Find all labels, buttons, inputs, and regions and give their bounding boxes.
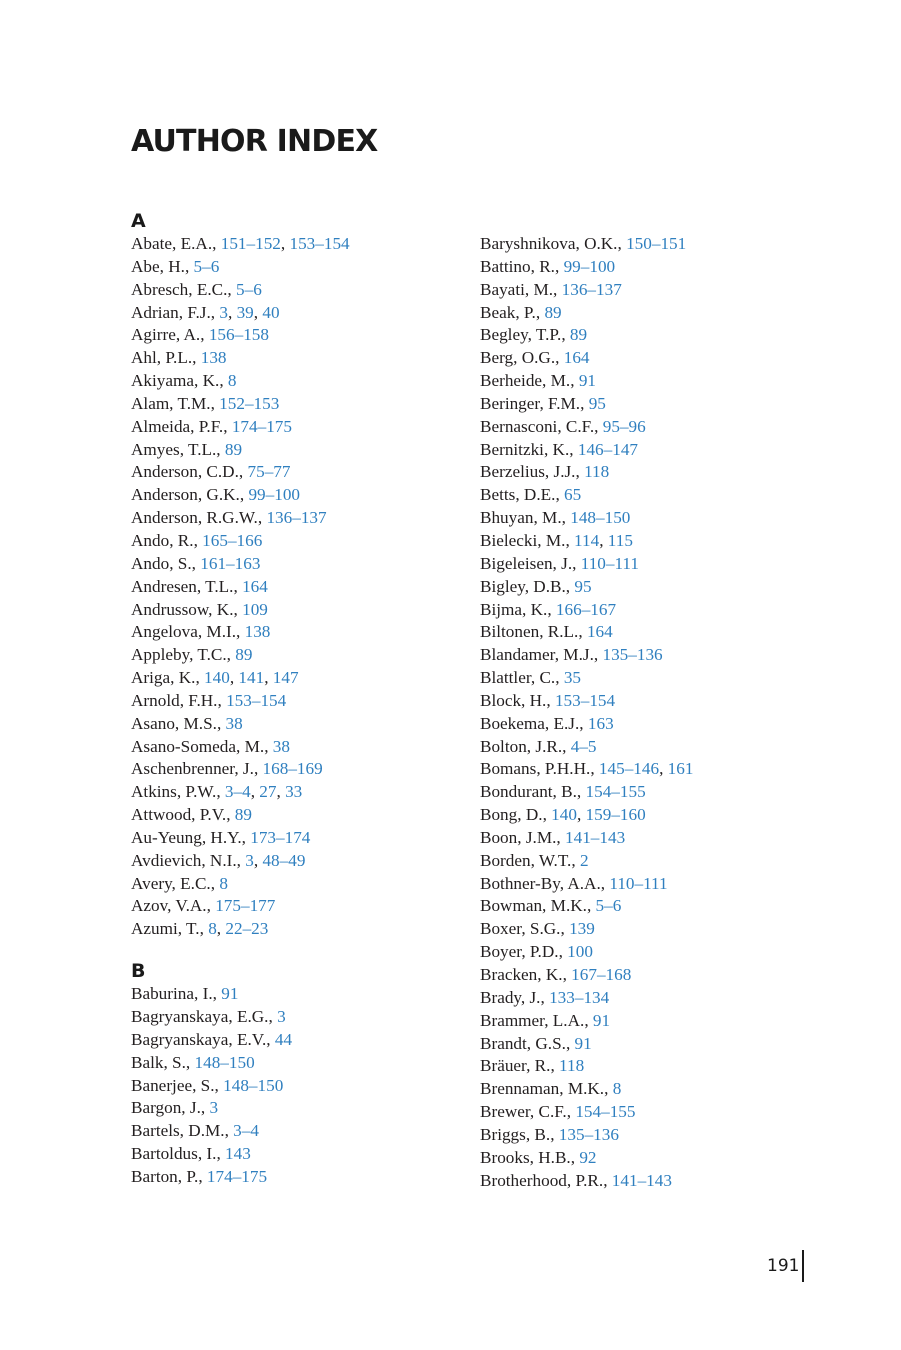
index-entry: Betts, D.E., 65 xyxy=(480,485,582,505)
author-name: Azov, V.A. xyxy=(131,896,207,916)
author-name: Bernasconi, C.F. xyxy=(480,416,595,436)
page-reference-link[interactable]: 8 xyxy=(219,873,228,893)
page-reference-link[interactable]: 135–136 xyxy=(602,645,663,665)
author-name: Brotherhood, P.R. xyxy=(480,1170,604,1190)
index-entry: Amyes, T.L., 89 xyxy=(131,439,243,459)
author-name: Bagryanskaya, E.V. xyxy=(131,1029,267,1049)
page-reference-link[interactable]: 140 xyxy=(551,805,577,825)
index-entry: Beringer, F.M., 95 xyxy=(480,393,606,413)
author-name: Bräuer, R. xyxy=(480,1056,551,1076)
index-entry: Ahl, P.L., 138 xyxy=(131,348,227,368)
author-name: Abe, H. xyxy=(131,256,185,276)
page-reference-link[interactable]: 65 xyxy=(564,485,582,505)
author-name: Betts, D.E. xyxy=(480,485,556,505)
page-reference-link[interactable]: 138 xyxy=(244,622,271,642)
index-entry: Berg, O.G., 164 xyxy=(480,348,590,368)
author-name: Bigley, D.B. xyxy=(480,576,566,596)
page-reference-link[interactable]: 110–111 xyxy=(609,873,668,893)
index-entry: Alam, T.M., 152–153 xyxy=(131,393,280,413)
page-reference-link[interactable]: 146–147 xyxy=(577,439,639,459)
page-reference-link[interactable]: 174–175 xyxy=(231,416,292,436)
index-entry: Berzelius, J.J., 118 xyxy=(480,462,610,482)
index-entry: Asano, M.S., 38 xyxy=(131,713,243,733)
author-name: Asano, M.S. xyxy=(131,713,217,733)
author-name: Boekema, E.J. xyxy=(480,713,580,733)
author-name: Avdievich, N.I. xyxy=(131,850,237,870)
index-entry: Bijma, K., 166–167 xyxy=(480,599,617,619)
page-reference-link[interactable]: 118 xyxy=(584,462,610,482)
author-name: Brammer, L.A. xyxy=(480,1010,585,1030)
index-entry: Bayati, M., 136–137 xyxy=(480,279,622,299)
index-entry: Brammer, L.A., 91 xyxy=(480,1010,611,1030)
page-reference-link[interactable]: 27 xyxy=(259,782,277,802)
index-entry: Brandt, G.S., 91 xyxy=(480,1033,592,1053)
index-entry: Bagryanskaya, E.V., 44 xyxy=(131,1029,293,1049)
index-entry: Boyer, P.D., 100 xyxy=(480,942,593,962)
page-reference-link[interactable]: 167–168 xyxy=(571,965,632,984)
index-entry: Anderson, G.K., 99–100 xyxy=(131,485,300,505)
author-name: Ariga, K. xyxy=(131,668,196,688)
page-reference-link[interactable]: 40 xyxy=(262,302,280,322)
author-name: Borden, W.T. xyxy=(480,850,572,870)
page-reference-link[interactable]: 89 xyxy=(544,302,562,322)
index-entry: Appleby, T.C., 89 xyxy=(131,645,253,665)
index-entry: Abresch, E.C., 5–6 xyxy=(131,279,262,299)
author-name: Bayati, M. xyxy=(480,279,554,299)
page-reference-link[interactable]: 163 xyxy=(587,713,614,733)
author-name: Briggs, B. xyxy=(480,1124,551,1144)
author-name: Ahl, P.L. xyxy=(131,348,193,368)
index-entry: Bong, D., 140, 159–160 xyxy=(480,805,646,825)
page-reference-link[interactable]: 161 xyxy=(667,759,694,779)
author-name: Bolton, J.R. xyxy=(480,736,563,756)
page-reference-link[interactable]: 153–154 xyxy=(554,690,616,710)
page-reference-link[interactable]: 89 xyxy=(569,325,588,345)
page-reference-link[interactable]: 5–6 xyxy=(595,896,622,916)
page-reference-link[interactable]: 48–49 xyxy=(262,850,306,870)
page-reference-link[interactable]: 133–134 xyxy=(549,987,610,1007)
page-reference-link[interactable]: 33 xyxy=(285,782,303,802)
author-name: Anderson, C.D. xyxy=(131,462,239,482)
page-reference-link[interactable]: 91 xyxy=(578,371,596,391)
index-entry: Barton, P., 174–175 xyxy=(131,1166,268,1186)
index-entry: Ando, S., 161–163 xyxy=(131,553,261,573)
page-reference-link[interactable]: 92 xyxy=(579,1147,597,1167)
page-reference-link[interactable]: 159–160 xyxy=(585,805,646,825)
index-entry: Agirre, A., 156–158 xyxy=(131,325,269,345)
index-entry: Bothner-By, A.A., 110–111 xyxy=(480,873,668,893)
page-reference-link[interactable]: 154–155 xyxy=(575,1102,636,1122)
index-entry: Begley, T.P., 89 xyxy=(480,325,588,345)
author-name: Berzelius, J.J. xyxy=(480,462,576,482)
page-title: AUTHOR INDEX xyxy=(131,124,378,159)
index-entry: Anderson, C.D., 75–77 xyxy=(131,462,291,482)
page-reference-link[interactable]: 139 xyxy=(569,919,595,939)
index-entry: Bigeleisen, J., 110–111 xyxy=(480,553,639,573)
page-reference-link[interactable]: 2 xyxy=(579,850,589,870)
index-entry: Briggs, B., 135–136 xyxy=(480,1124,619,1144)
index-entry: Avery, E.C., 8 xyxy=(131,873,228,893)
page-reference-link[interactable]: 100 xyxy=(567,942,593,962)
index-entry: Attwood, P.V., 89 xyxy=(131,805,252,825)
page-reference-link[interactable]: 35 xyxy=(563,668,581,688)
index-entry: Adrian, F.J., 3, 39, 40 xyxy=(131,302,280,322)
index-entry: Boon, J.M., 141–143 xyxy=(480,827,626,847)
page-reference-link[interactable]: 110–111 xyxy=(580,553,639,573)
page-reference-link[interactable]: 152–153 xyxy=(219,393,280,413)
author-name: Blattler, C. xyxy=(480,668,556,688)
author-name: Atkins, P.W. xyxy=(131,782,217,802)
author-name: Bothner-By, A.A. xyxy=(480,873,601,893)
page-reference-link[interactable]: 143 xyxy=(225,1144,251,1164)
author-name: Bijma, K. xyxy=(480,599,548,619)
index-entry: Ariga, K., 140, 141, 147 xyxy=(131,668,299,688)
author-name: Bigeleisen, J. xyxy=(480,553,573,573)
author-name: Almeida, P.F. xyxy=(131,416,224,436)
page-reference-link[interactable]: 141 xyxy=(238,668,265,688)
author-name: Abresch, E.C. xyxy=(131,279,228,299)
index-entry: Azov, V.A., 175–177 xyxy=(131,896,276,916)
page-reference-link[interactable]: 3–4 xyxy=(233,1121,259,1141)
author-name: Ando, S. xyxy=(131,553,192,573)
page-reference-link[interactable]: 153–154 xyxy=(226,690,287,710)
author-name: Bagryanskaya, E.G. xyxy=(131,1007,269,1026)
page-reference-link[interactable]: 165–166 xyxy=(202,530,263,550)
author-name: Avery, E.C. xyxy=(131,873,211,893)
index-entry: Bartels, D.M., 3–4 xyxy=(131,1121,259,1141)
author-name: Brooks, H.B. xyxy=(480,1147,571,1167)
page-reference-link[interactable]: 175–177 xyxy=(215,896,276,916)
page-reference-link[interactable]: 140 xyxy=(204,668,230,688)
author-name: Bracken, K. xyxy=(480,965,563,984)
page-reference-link[interactable]: 136–137 xyxy=(561,279,622,299)
index-entry: Boekema, E.J., 163 xyxy=(480,713,614,733)
index-entry: Blandamer, M.J., 135–136 xyxy=(480,645,663,665)
author-name: Azumi, T. xyxy=(131,919,200,939)
page-reference-link[interactable]: 141–143 xyxy=(611,1170,672,1190)
author-name: Brandt, G.S. xyxy=(480,1033,566,1053)
author-name: Bartoldus, I. xyxy=(131,1144,217,1164)
page-reference-link[interactable]: 3 xyxy=(219,302,228,322)
index-entry: Bernasconi, C.F., 95–96 xyxy=(480,416,646,436)
section-letter-a: A xyxy=(131,210,146,232)
author-name: Bernitzki, K. xyxy=(480,439,570,459)
page-reference-link[interactable]: 150–151 xyxy=(626,234,687,253)
author-name: Arnold, F.H. xyxy=(131,690,218,710)
author-name: Boyer, P.D. xyxy=(480,942,559,962)
page-reference-link[interactable]: 91 xyxy=(592,1010,611,1030)
index-entry: Bondurant, B., 154–155 xyxy=(480,782,646,802)
author-name: Bargon, J. xyxy=(131,1098,201,1118)
page-reference-link[interactable]: 154–155 xyxy=(585,782,646,802)
index-column-left xyxy=(131,209,471,1189)
author-name: Au-Yeung, H.Y. xyxy=(131,827,242,847)
page-reference-link[interactable]: 156–158 xyxy=(208,325,269,345)
author-name: Biltonen, R.L. xyxy=(480,622,579,642)
index-entry: Beak, P., 89 xyxy=(480,302,562,322)
page-reference-link[interactable]: 173–174 xyxy=(250,827,311,847)
page-reference-link[interactable]: 95–96 xyxy=(602,416,646,436)
author-name: Barton, P. xyxy=(131,1166,199,1186)
index-entry: Bowman, M.K., 5–6 xyxy=(480,896,622,916)
page-reference-link[interactable]: 164 xyxy=(586,622,613,642)
author-name: Berheide, M. xyxy=(480,371,571,391)
page-reference-link[interactable]: 89 xyxy=(224,439,243,459)
author-name: Andresen, T.L. xyxy=(131,576,234,596)
index-entry: Aschenbrenner, J., 168–169 xyxy=(131,759,323,779)
page-reference-link[interactable]: 174–175 xyxy=(206,1166,268,1186)
index-entry: Ando, R., 165–166 xyxy=(131,530,263,550)
index-entry: Brewer, C.F., 154–155 xyxy=(480,1102,636,1122)
index-entry: Azumi, T., 8, 22–23 xyxy=(131,919,269,939)
index-entry: Akiyama, K., 8 xyxy=(131,371,237,391)
page-reference-link[interactable]: 153–154 xyxy=(289,234,350,253)
author-name: Brady, J. xyxy=(480,987,541,1007)
index-entry: Block, H., 153–154 xyxy=(480,690,616,710)
page-reference-link[interactable]: 38 xyxy=(225,713,243,733)
author-name: Andrussow, K. xyxy=(131,599,234,619)
author-name: Blandamer, M.J. xyxy=(480,645,594,665)
author-name: Baburina, I. xyxy=(131,984,213,1004)
folio-rule xyxy=(802,1250,804,1282)
page-reference-link[interactable]: 166–167 xyxy=(555,599,617,619)
index-entry: Banerjee, S., 148–150 xyxy=(131,1075,284,1095)
index-entry: Bagryanskaya, E.G., 3 xyxy=(131,1007,286,1026)
index-entry: Bräuer, R., 118 xyxy=(480,1056,585,1076)
author-name: Beringer, F.M. xyxy=(480,393,581,413)
page-reference-link[interactable]: 91 xyxy=(221,984,239,1004)
author-name: Begley, T.P. xyxy=(480,325,562,345)
page-reference-link[interactable]: 91 xyxy=(574,1033,592,1053)
author-name: Anderson, R.G.W. xyxy=(131,508,258,528)
author-name: Boxer, S.G. xyxy=(480,919,561,939)
author-name: Banerjee, S. xyxy=(131,1075,215,1095)
index-entry: Bomans, P.H.H., 145–146, 161 xyxy=(480,759,694,779)
index-entry: Avdievich, N.I., 3, 48–49 xyxy=(131,850,306,870)
author-name: Amyes, T.L. xyxy=(131,439,217,459)
index-entry: Abe, H., 5–6 xyxy=(131,256,220,276)
author-name: Bartels, D.M. xyxy=(131,1121,225,1141)
author-name: Agirre, A. xyxy=(131,325,201,345)
index-entry: Angelova, M.I., 138 xyxy=(131,622,271,642)
index-entry: Anderson, R.G.W., 136–137 xyxy=(131,508,327,528)
author-name: Beak, P. xyxy=(480,302,536,322)
page-reference-link[interactable]: 99–100 xyxy=(563,256,616,276)
author-name: Ando, R. xyxy=(131,530,194,550)
page-reference-link[interactable]: 141–143 xyxy=(565,827,626,847)
index-entry: Andrussow, K., 109 xyxy=(131,599,268,619)
author-name: Akiyama, K. xyxy=(131,371,220,391)
author-name: Attwood, P.V. xyxy=(131,805,227,825)
page-reference-link[interactable]: 99–100 xyxy=(248,485,300,505)
page-reference-link[interactable]: 3–4 xyxy=(224,782,251,802)
author-name: Bondurant, B. xyxy=(480,782,577,802)
page-reference-link[interactable]: 8 xyxy=(227,371,237,391)
index-column-right xyxy=(480,233,820,1192)
author-name: Brennaman, M.K. xyxy=(480,1079,605,1099)
index-entry: Arnold, F.H., 153–154 xyxy=(131,690,287,710)
author-name: Appleby, T.C. xyxy=(131,645,227,665)
index-entry: Bhuyan, M., 148–150 xyxy=(480,508,631,528)
page-reference-link[interactable]: 148–150 xyxy=(194,1052,255,1072)
index-entry: Brady, J., 133–134 xyxy=(480,987,610,1007)
index-entry: Bargon, J., 3 xyxy=(131,1098,219,1118)
page-reference-link[interactable]: 3 xyxy=(209,1098,219,1118)
index-entry: Berheide, M., 91 xyxy=(480,371,596,391)
page-reference-link[interactable]: 5–6 xyxy=(236,279,262,299)
index-entry: Brooks, H.B., 92 xyxy=(480,1147,597,1167)
author-name: Block, H. xyxy=(480,690,547,710)
page-reference-link[interactable]: 8 xyxy=(208,919,217,939)
page-reference-link[interactable]: 89 xyxy=(234,805,252,825)
section-letter-b: B xyxy=(131,960,146,983)
page-reference-link[interactable]: 109 xyxy=(242,599,268,619)
author-name: Alam, T.M. xyxy=(131,393,211,413)
page-reference-link[interactable]: 39 xyxy=(236,302,254,322)
author-name: Bhuyan, M. xyxy=(480,508,562,528)
page-reference-link[interactable]: 4–5 xyxy=(570,736,597,756)
page-reference-link[interactable]: 148–150 xyxy=(570,508,631,528)
page-reference-link[interactable]: 135–136 xyxy=(558,1124,619,1144)
page-reference-link[interactable]: 22–23 xyxy=(225,919,269,939)
author-name: Brewer, C.F. xyxy=(480,1102,567,1122)
page-reference-link[interactable]: 164 xyxy=(563,348,590,368)
author-name: Bielecki, M. xyxy=(480,530,566,550)
author-name: Berg, O.G. xyxy=(480,348,556,368)
page-reference-link[interactable]: 38 xyxy=(272,736,290,756)
index-entry: Abate, E.A., 151–152, 153–154 xyxy=(131,234,350,253)
page-reference-link[interactable]: 147 xyxy=(272,668,299,688)
index-entry: Biltonen, R.L., 164 xyxy=(480,622,613,642)
author-name: Anderson, G.K. xyxy=(131,485,240,505)
index-entry: Brotherhood, P.R., 141–143 xyxy=(480,1170,672,1190)
author-name: Bowman, M.K. xyxy=(480,896,587,916)
author-name: Bomans, P.H.H. xyxy=(480,759,591,779)
page-reference-link[interactable]: 44 xyxy=(274,1029,293,1049)
index-entry: Atkins, P.W., 3–4, 27, 33 xyxy=(131,782,303,802)
index-entry: Brennaman, M.K., 8 xyxy=(480,1079,622,1099)
page-reference-link[interactable]: 115 xyxy=(607,530,633,550)
page-reference-link[interactable]: 114 xyxy=(574,530,600,550)
index-entry: Borden, W.T., 2 xyxy=(480,850,589,870)
page-reference-link[interactable]: 151–152 xyxy=(220,234,281,253)
index-entry: Andresen, T.L., 164 xyxy=(131,576,268,596)
page-reference-link[interactable]: 148–150 xyxy=(223,1075,284,1095)
index-entry: Bielecki, M., 114, 115 xyxy=(480,530,633,550)
author-name: Boon, J.M. xyxy=(480,827,557,847)
index-entry: Baburina, I., 91 xyxy=(131,984,239,1004)
page-reference-link[interactable]: 75–77 xyxy=(247,462,291,482)
page-reference-link[interactable]: 89 xyxy=(235,645,253,665)
index-entry: Bigley, D.B., 95 xyxy=(480,576,592,596)
index-entry: Au-Yeung, H.Y., 173–174 xyxy=(131,827,311,847)
page-reference-link[interactable]: 138 xyxy=(200,348,227,368)
page-reference-link[interactable]: 3 xyxy=(277,1007,286,1026)
author-name: Battino, R. xyxy=(480,256,555,276)
index-entry: Asano-Someda, M., 38 xyxy=(131,736,290,756)
index-entry: Bolton, J.R., 4–5 xyxy=(480,736,597,756)
index-entry: Almeida, P.F., 174–175 xyxy=(131,416,292,436)
author-name: Aschenbrenner, J. xyxy=(131,759,254,779)
page-number: 191 xyxy=(767,1256,800,1276)
index-entry: Bracken, K., 167–168 xyxy=(480,965,632,984)
page-reference-link[interactable]: 145–146 xyxy=(598,759,660,779)
page-reference-link[interactable]: 118 xyxy=(559,1056,585,1076)
page-reference-link[interactable]: 8 xyxy=(612,1079,622,1099)
page-reference-link[interactable]: 95 xyxy=(574,576,592,596)
page-reference-link[interactable]: 5–6 xyxy=(193,256,220,276)
index-entry: Blattler, C., 35 xyxy=(480,668,581,688)
index-entry: Boxer, S.G., 139 xyxy=(480,919,595,939)
author-name: Asano-Someda, M. xyxy=(131,736,265,756)
author-name: Adrian, F.J. xyxy=(131,302,211,322)
author-name: Angelova, M.I. xyxy=(131,622,237,642)
index-entry: Battino, R., 99–100 xyxy=(480,256,616,276)
author-name: Abate, E.A. xyxy=(131,234,213,253)
page-reference-link[interactable]: 95 xyxy=(588,393,606,413)
index-entry: Bartoldus, I., 143 xyxy=(131,1144,251,1164)
page-reference-link[interactable]: 136–137 xyxy=(266,508,327,528)
page-reference-link[interactable]: 164 xyxy=(242,576,268,596)
index-entry: Balk, S., 148–150 xyxy=(131,1052,255,1072)
index-entry: Bernitzki, K., 146–147 xyxy=(480,439,639,459)
page-reference-link[interactable]: 168–169 xyxy=(262,759,323,779)
author-name: Bong, D. xyxy=(480,805,543,825)
author-name: Baryshnikova, O.K. xyxy=(480,234,618,253)
author-name: Balk, S. xyxy=(131,1052,186,1072)
page-reference-link[interactable]: 161–163 xyxy=(200,553,261,573)
index-entry: Baryshnikova, O.K., 150–151 xyxy=(480,234,687,253)
page-reference-link[interactable]: 3 xyxy=(245,850,254,870)
